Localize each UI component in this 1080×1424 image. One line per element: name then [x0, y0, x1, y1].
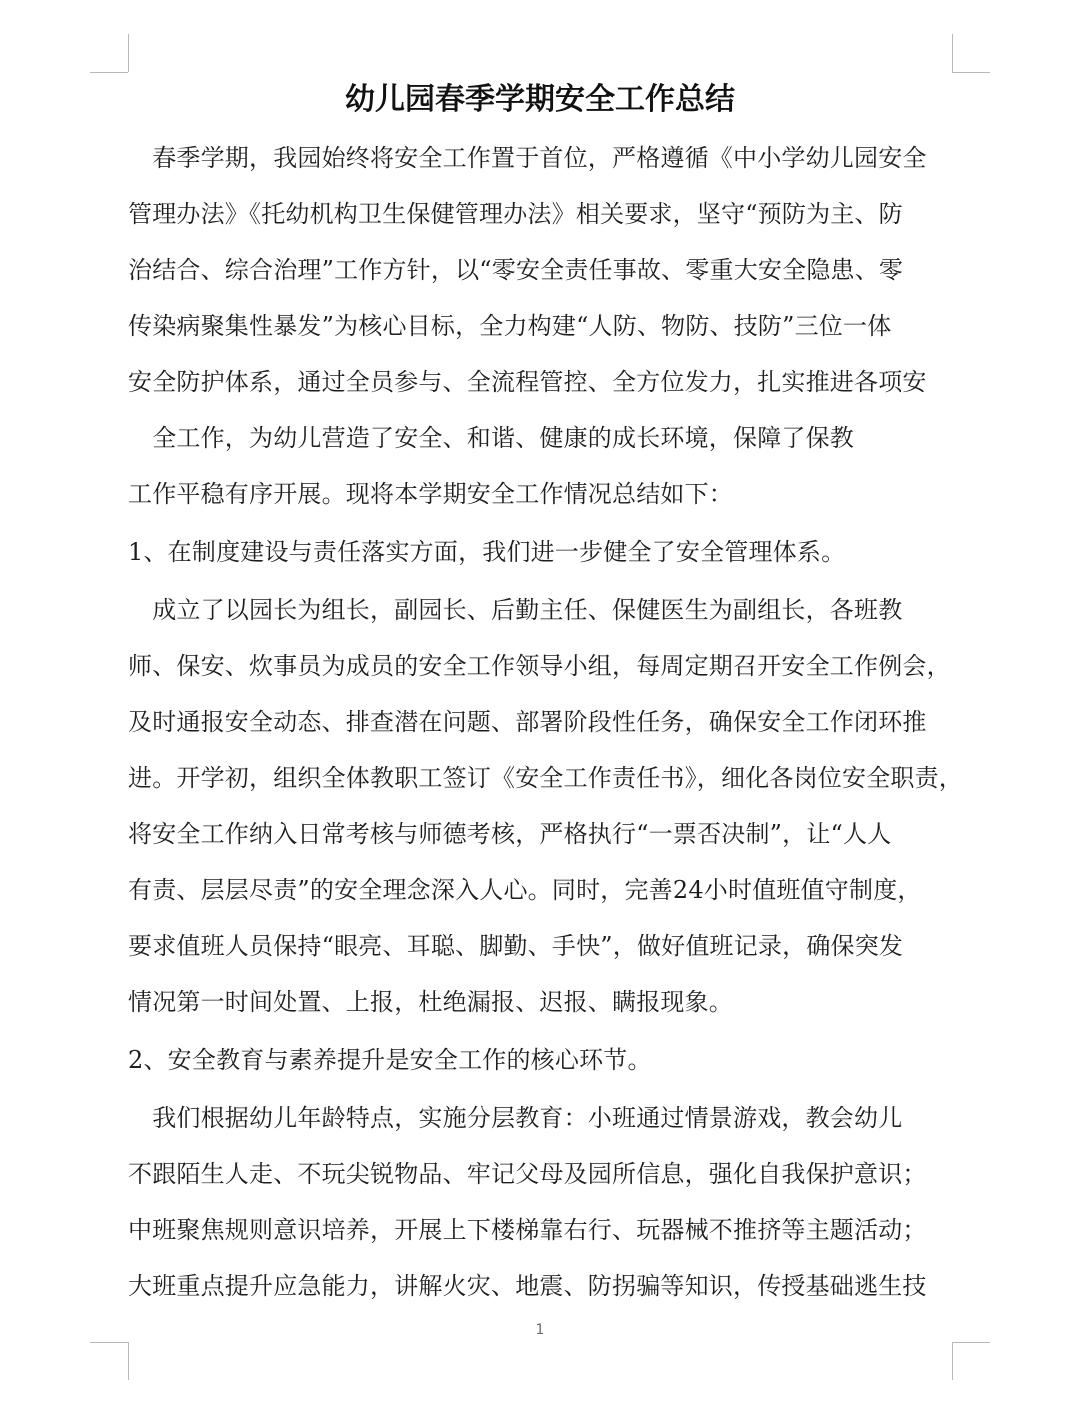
- body-line: 工作平稳有序开展。现将本学期安全工作情况总结如下：: [128, 480, 733, 508]
- body-line: 成立了以园长为组长，副园长、后勤主任、保健医生为副组长，各班教: [128, 596, 903, 624]
- section-heading-1: 1、在制度建设与责任落实方面，我们进一步健全了安全管理体系。: [128, 538, 846, 566]
- body-line: 全工作，为幼儿营造了安全、和谐、健康的成长环境，保障了保教: [128, 424, 854, 452]
- body-line: 将安全工作纳入日常考核与师德考核，严格执行“一票否决制”，让“人人: [128, 820, 892, 848]
- crop-mark-top-right-horizontal: [952, 72, 990, 73]
- crop-mark-top-right-vertical: [952, 34, 953, 72]
- document-title: 幼儿园春季学期安全工作总结: [345, 82, 735, 117]
- body-line: 及时通报安全动态、排查潜在问题、部署阶段性任务，确保安全工作闭环推: [128, 708, 927, 736]
- body-line: 管理办法》《托幼机构卫生保健管理办法》相关要求，坚守“预防为主、防: [128, 200, 903, 228]
- crop-mark-bottom-right-horizontal: [952, 1342, 990, 1343]
- body-line: 安全防护体系，通过全员参与、全流程管控、全方位发力，扎实推进各项安: [128, 368, 927, 396]
- body-line: 传染病聚集性暴发”为核心目标，全力构建“人防、物防、技防”三位一体: [128, 312, 892, 340]
- page-number: 1: [535, 1322, 545, 1338]
- body-line: 情况第一时间处置、上报，杜绝漏报、迟报、瞒报现象。: [128, 988, 733, 1016]
- body-line: 进。开学初，组织全体教职工签订《安全工作责任书》，细化各岗位安全职责，: [128, 764, 963, 792]
- crop-mark-bottom-left-horizontal: [90, 1342, 128, 1343]
- crop-mark-bottom-right-vertical: [952, 1342, 953, 1380]
- body-line: 中班聚焦规则意识培养，开展上下楼梯靠右行、玩器械不推挤等主题活动；: [128, 1216, 927, 1244]
- body-line: 要求值班人员保持“眼亮、耳聪、脚勤、手快”，做好值班记录，确保突发: [128, 932, 904, 960]
- body-line: 大班重点提升应急能力，讲解火灾、地震、防拐骗等知识，传授基础逃生技: [128, 1272, 927, 1300]
- body-line: 师、保安、炊事员为成员的安全工作领导小组，每周定期召开安全工作例会，: [128, 652, 951, 680]
- crop-mark-top-left-horizontal: [90, 72, 128, 73]
- crop-mark-top-left-vertical: [128, 34, 129, 72]
- body-line: 春季学期，我园始终将安全工作置于首位，严格遵循《中小学幼儿园安全: [128, 144, 927, 172]
- body-line: 有责、层层尽责”的安全理念深入人心。同时，完善24小时值班值守制度，: [128, 876, 922, 904]
- section-heading-2: 2、安全教育与素养提升是安全工作的核心环节。: [128, 1046, 652, 1074]
- crop-mark-bottom-left-vertical: [128, 1342, 129, 1380]
- body-line: 我们根据幼儿年龄特点，实施分层教育：小班通过情景游戏，教会幼儿: [128, 1104, 903, 1132]
- body-line: 不跟陌生人走、不玩尖锐物品、牢记父母及园所信息，强化自我保护意识；: [128, 1160, 927, 1188]
- body-line: 治结合、综合治理”工作方针，以“零安全责任事故、零重大安全隐患、零: [128, 256, 904, 284]
